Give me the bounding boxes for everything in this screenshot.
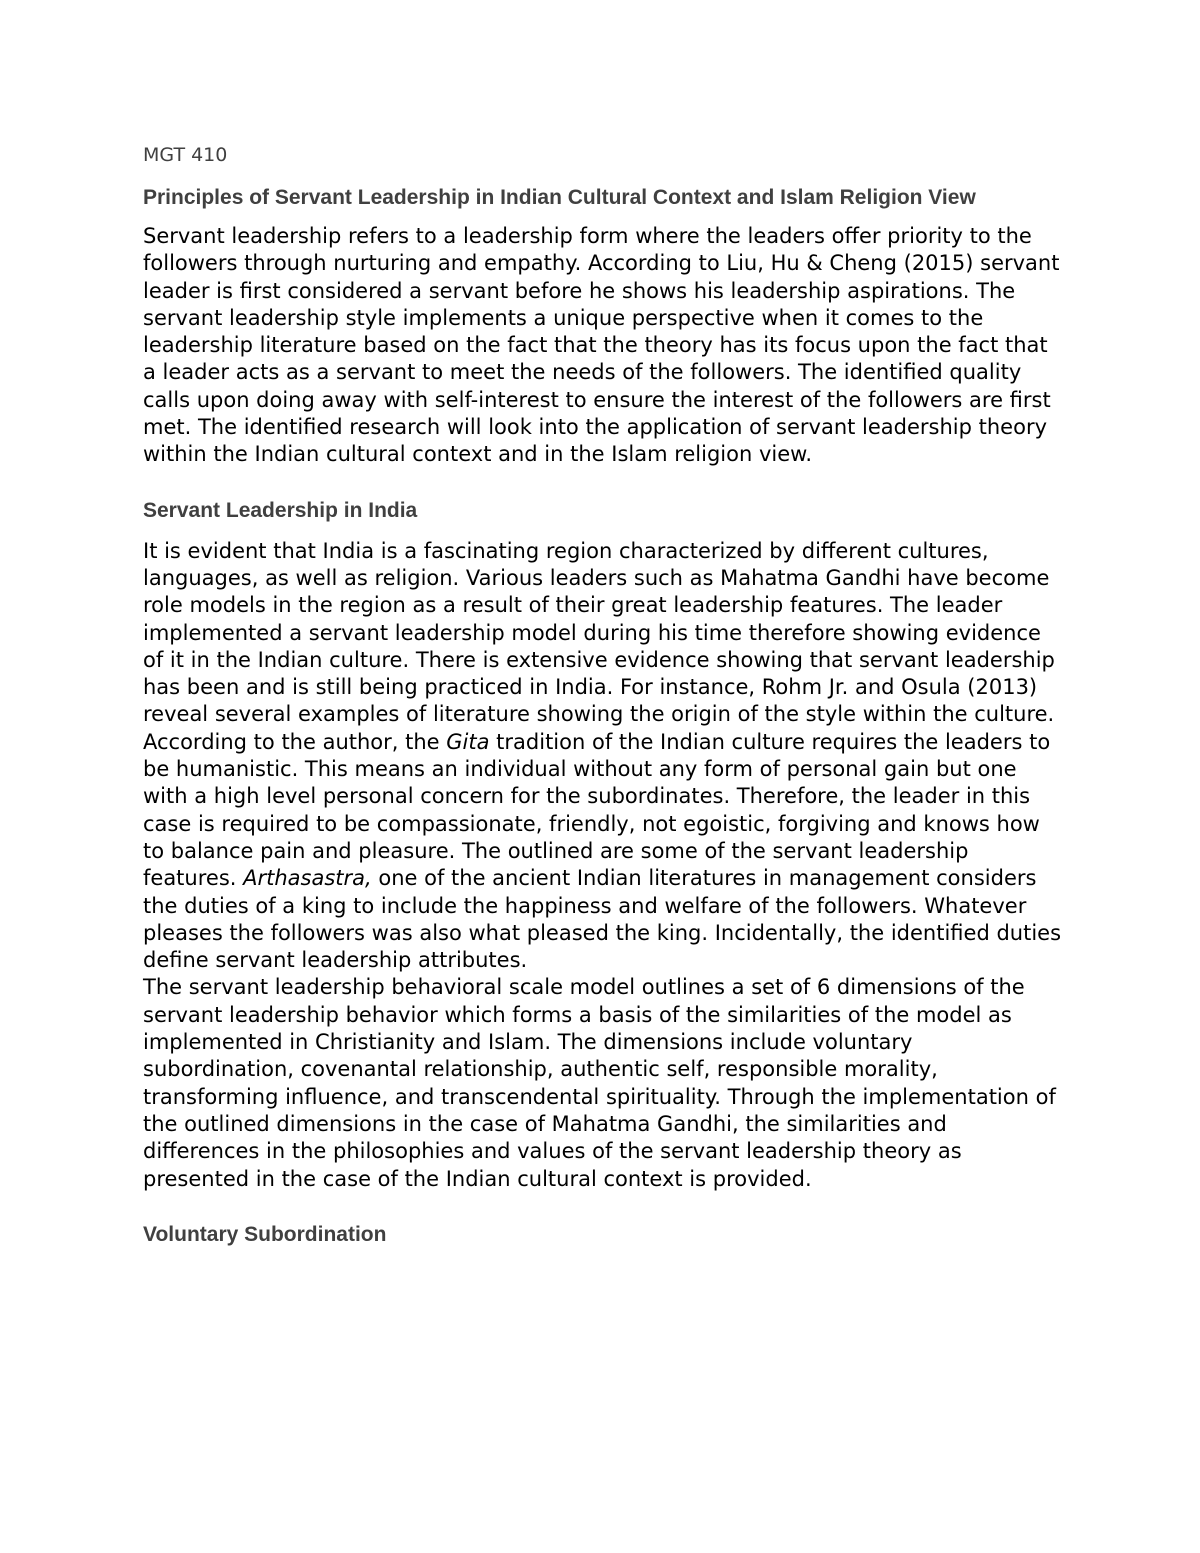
course-code: MGT 410 xyxy=(143,144,228,166)
india-p1-text-a: It is evident that India is a fascinating region characterized by different cultures, languages, as well as religion. Various leaders such as Mahatma Gandhi have become role models in the region as a result of their great leadership features. The leader implemented a servant leadership model during his time therefore showing evidence of it in the Indian culture. There is extensive evidence showing that servant leadership has been and is still being practiced in India. For instance, Rohm Jr. and Osula (2013) reveal several examples of literature showing the origin of the style within the culture. According to the author, the xyxy=(143,538,1055,754)
india-p1-text-b: tradition of the Indian culture requires the leaders to be humanistic. This means an individual without any form of personal gain but one with a high level personal concern for the subordinates. Therefore, the leader in this case is required to be compassionate, friendly, not egoistic, forgiving and knows how to balance pain and pleasure. The outlined are some of the servant leadership features. xyxy=(143,729,1051,891)
india-paragraph-2: The servant leadership behavioral scale model outlines a set of 6 dimensions of the servant leadership behavior which forms a basis of the similarities of the model as implemented in Christianity and Islam. The dimensions include voluntary subordination, covenantal relationship, authentic self, responsible morality, transforming influence, and transcendental spirituality. Through the implementation of the outlined dimensions in the case of Mahatma Gandhi, the similarities and differences in the philosophies and values of the servant leadership theory as presented in the case of the Indian cultural context is provided. xyxy=(143,975,1056,1191)
section-heading-india: Servant Leadership in India xyxy=(143,498,418,522)
section-heading-voluntary-subordination: Voluntary Subordination xyxy=(143,1222,387,1246)
document-title: Principles of Servant Leadership in Indian Cultural Context and Islam Religion View xyxy=(143,186,976,209)
document-body xyxy=(143,140,1063,1262)
india-paragraph-1 xyxy=(143,538,1063,975)
india-p1-text-c: one of the ancient Indian literatures in management considers the duties of a king to include the happiness and welfare of the followers. Whatever pleases the followers was also what pleased the king. Incidentally, the identified duties define servant leadership attributes. xyxy=(143,866,1062,973)
arthasastra-term: Arthasastra, xyxy=(243,866,372,891)
intro-paragraph: Servant leadership refers to a leadership form where the leaders offer priority to the followers through nurturing and empathy. According to Liu, Hu & Cheng (2015) servant leader is first considered a servant before he shows his leadership aspirations. The servant leadership style implements a unique perspective when it comes to the leadership literature based on the fact that the theory has its focus upon the fact that a leader acts as a servant to meet the needs of the followers. The identified quality calls upon doing away with self-interest to ensure the interest of the followers are first met. The identified research will look into the application of servant leadership theory within the Indian cultural context and in the Islam religion view. xyxy=(143,224,1060,467)
gita-term: Gita xyxy=(446,729,490,754)
